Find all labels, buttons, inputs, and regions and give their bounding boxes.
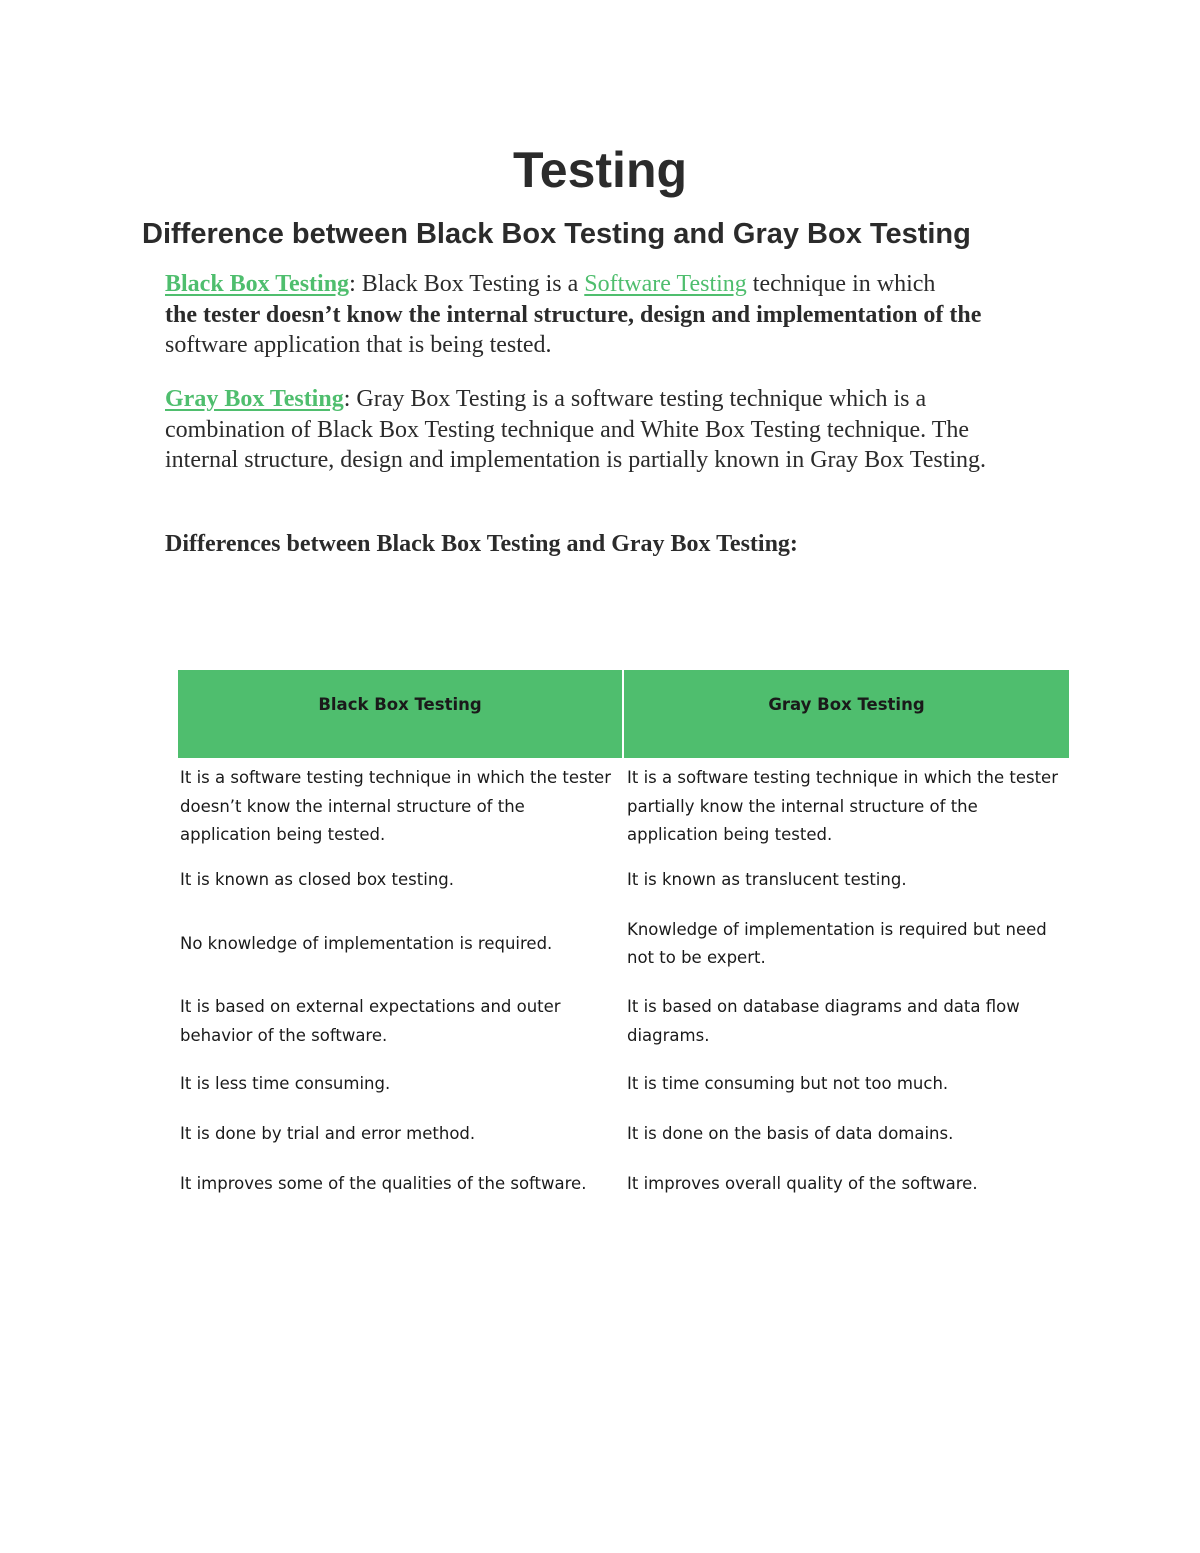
gray-box-cell: It is time consuming but not too much.	[627, 1073, 949, 1093]
table-row	[178, 758, 1069, 856]
black-box-bold-line: the tester doesn’t know the internal structure, design and implementation of the	[165, 301, 982, 328]
black-box-term-link[interactable]: Black Box Testing	[165, 271, 350, 297]
table-row	[178, 1109, 1069, 1159]
header-gray-box: Gray Box Testing	[623, 670, 1069, 758]
differences-heading: Differences between Black Box Testing and Gray Box Testing:	[165, 531, 798, 557]
gray-box-cell: It is a software testing technique in which the tester partially know the internal structure of the application being tested.	[627, 768, 1058, 845]
black-box-cell: No knowledge of implementation is required.	[180, 933, 553, 953]
gray-box-paragraph	[165, 384, 1045, 476]
table-row	[178, 1159, 1069, 1209]
subtitle: Difference between Black Box Testing and Gray Box Testing	[142, 218, 971, 250]
gray-box-text: Gray Box Testing is a software testing technique which is a combination of Black Box Testing technique and White Box Testing technique. The internal structure, design and implementation is partially known in Gray Box Testing.	[165, 386, 987, 473]
black-box-cell: It is less time consuming.	[180, 1073, 391, 1093]
gray-box-cell: It is done on the basis of data domains.	[627, 1123, 954, 1143]
gray-box-cell: It is known as translucent testing.	[627, 869, 907, 889]
gray-box-cell: It improves overall quality of the software.	[627, 1173, 978, 1193]
gray-box-cell: It is based on database diagrams and data flow diagrams.	[627, 997, 1020, 1045]
black-box-cell: It improves some of the qualities of the software.	[180, 1173, 587, 1193]
black-box-paragraph	[165, 269, 1045, 361]
black-box-text-after-link: technique in which	[746, 271, 936, 297]
page-title: Testing	[512, 142, 688, 198]
black-box-cell: It is based on external expectations and outer behavior of the software.	[180, 997, 561, 1045]
black-box-cell: It is done by trial and error method.	[180, 1123, 476, 1143]
header-black-box: Black Box Testing	[178, 670, 623, 758]
comparison-table	[178, 670, 1069, 1209]
black-box-text-start: Black Box Testing is a	[355, 271, 585, 297]
gray-box-colon: :	[343, 386, 351, 412]
table-row	[178, 904, 1069, 984]
software-testing-link[interactable]: Software Testing	[584, 271, 747, 297]
table-row	[178, 856, 1069, 904]
table-header-row	[178, 670, 1069, 758]
black-box-cell: It is a software testing technique in which the tester doesn’t know the internal structure of the application being tested.	[180, 768, 611, 845]
table-row	[178, 1059, 1069, 1109]
table-row	[178, 984, 1069, 1059]
gray-box-term-link[interactable]: Gray Box Testing	[165, 386, 344, 412]
black-box-colon: :	[349, 271, 356, 297]
black-box-last-line: software application that is being tested.	[165, 332, 552, 358]
gray-box-cell: Knowledge of implementation is required but need not to be expert.	[627, 919, 1047, 967]
black-box-cell: It is known as closed box testing.	[180, 869, 454, 889]
